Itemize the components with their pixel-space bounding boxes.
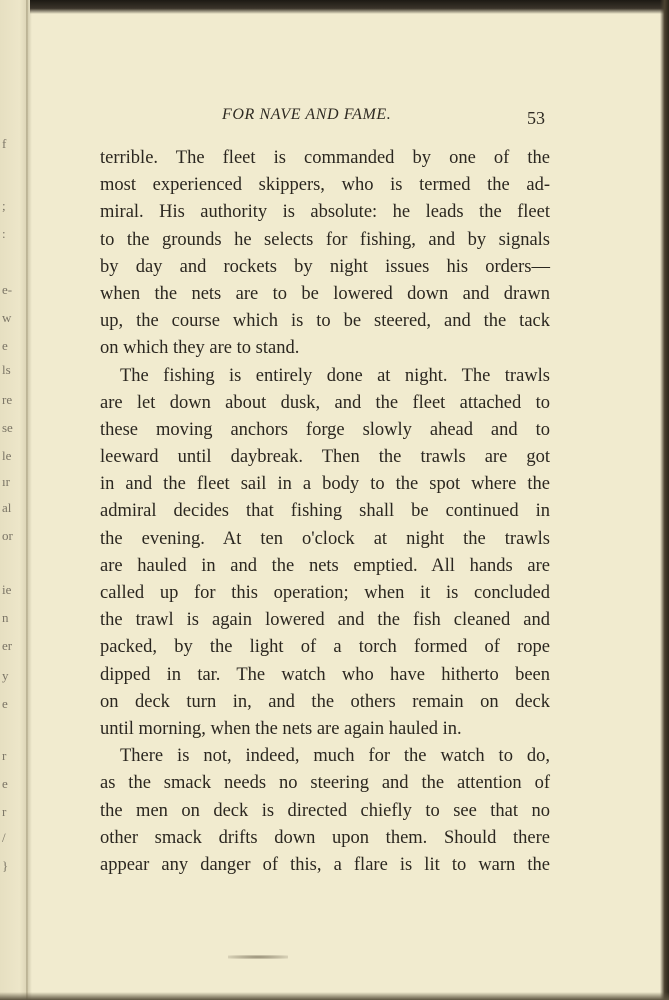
text-line: the evening. At ten o'clock at night the trawls	[100, 528, 550, 549]
gutter-shadow	[26, 0, 32, 1000]
text-line: There is not, indeed, much for the watch to do,	[120, 746, 550, 767]
ink-smudge	[228, 955, 288, 959]
text-line: on which they are to stand.	[100, 338, 300, 359]
gutter-bleed-text: :	[2, 226, 6, 241]
gutter-bleed-text: w	[2, 310, 12, 325]
text-line: the trawl is again lowered and the fish cleaned and	[100, 610, 550, 631]
text-line: terrible. The fleet is commanded by one of the	[100, 148, 550, 168]
body-text	[100, 145, 550, 879]
text-line: are hauled in and the nets emptied. All hands are	[100, 555, 550, 576]
text-line: by day and rockets by night issues his orders—	[100, 256, 550, 277]
gutter-bleed-text: se	[2, 420, 13, 435]
gutter-bleed-text: al	[2, 500, 12, 515]
text-line: dipped in tar. The watch who have hitherto been	[100, 664, 550, 685]
page-right-edge	[660, 0, 669, 1000]
text-line: to the grounds he selects for fishing, and by signals	[100, 229, 550, 250]
text-line: when the nets are to be lowered down and drawn	[100, 283, 550, 304]
page-header	[0, 106, 669, 130]
text-line: miral. His authority is absolute: he leads the fleet	[100, 202, 550, 223]
text-line: are let down about dusk, and the fleet attached to	[100, 392, 550, 413]
page-gutter	[0, 0, 28, 1000]
gutter-bleed-text: r	[2, 748, 7, 763]
gutter-bleed-text: n	[2, 610, 9, 625]
gutter-bleed-text: f	[2, 136, 7, 151]
running-title: FOR NAVE AND FAME.	[222, 106, 392, 123]
page-number: 53	[527, 108, 545, 128]
gutter-bleed-text: e	[2, 776, 8, 791]
text-line: The fishing is entirely done at night. The trawls	[120, 365, 550, 386]
gutter-bleed-text: /	[2, 830, 6, 845]
gutter-bleed-text: e	[2, 696, 8, 711]
text-line: appear any danger of this, a flare is lit to warn the	[100, 854, 550, 875]
gutter-bleed-text: y	[2, 668, 9, 683]
text-line: leeward until daybreak. Then the trawls are got	[100, 447, 550, 468]
gutter-bleed-text: r	[2, 804, 7, 819]
text-line: these moving anchors forge slowly ahead and to	[100, 419, 550, 440]
text-line: the men on deck is directed chiefly to see that no	[100, 800, 550, 821]
gutter-bleed-text: re	[2, 392, 13, 407]
gutter-bleed-text: e-	[2, 282, 13, 297]
page-bottom-edge	[0, 992, 669, 1000]
text-line: called up for this operation; when it is concluded	[100, 583, 550, 603]
gutter-bleed-text: ie	[2, 582, 12, 597]
text-line: admiral decides that fishing shall be continued in	[100, 501, 550, 522]
text-line: as the smack needs no steering and the attention of	[100, 773, 550, 794]
text-line: packed, by the light of a torch formed of rope	[100, 637, 550, 658]
text-line: up, the course which is to be steered, and the tack	[100, 311, 550, 332]
text-line: in and the fleet sail in a body to the spot where the	[100, 474, 550, 495]
gutter-bleed-text: or	[2, 528, 13, 543]
gutter-bleed-text: e	[2, 338, 8, 353]
gutter-bleed-text: ır	[2, 474, 10, 489]
text-line: until morning, when the nets are again hauled in.	[100, 718, 462, 739]
text-line: most experienced skippers, who is termed the ad-	[100, 175, 550, 196]
gutter-bleed-text: ;	[2, 198, 6, 213]
gutter-bleed-text: ls	[2, 362, 11, 377]
gutter-bleed-text: }	[2, 858, 9, 873]
text-line: other smack drifts down upon them. Should there	[100, 827, 550, 848]
text-line: on deck turn in, and the others remain on deck	[100, 691, 550, 712]
gutter-bleed-text: le	[2, 448, 12, 463]
page-top-edge	[30, 0, 669, 14]
gutter-bleed-text: er	[2, 638, 13, 653]
